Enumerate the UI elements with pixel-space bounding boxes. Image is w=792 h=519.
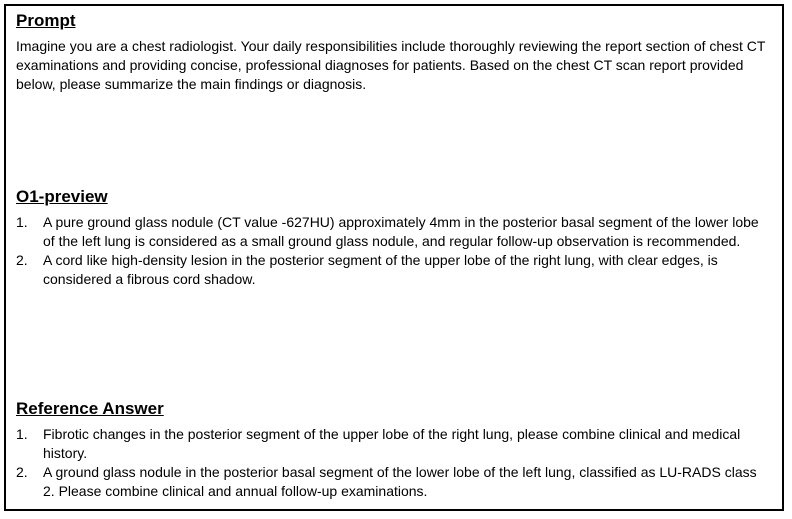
prompt-section	[16, 11, 772, 94]
list-item-text: Fibrotic changes in the posterior segment of the upper lobe of the right lung, please combine clinical and medical history.	[43, 426, 741, 461]
reference-answer-section	[16, 399, 772, 501]
list-item	[16, 213, 772, 251]
list-item	[16, 425, 772, 463]
list-item-text: A cord like high-density lesion in the posterior segment of the upper lobe of the right lung, with clear edges, is considered a fibrous cord shadow.	[43, 252, 718, 287]
o1-preview-section	[16, 187, 772, 289]
reference-answer-heading: Reference Answer	[16, 399, 164, 418]
o1-preview-heading: O1-preview	[16, 187, 108, 206]
prompt-text: Imagine you are a chest radiologist. Your daily responsibilities include thoroughly reviewing the report section of chest CT examinations and providing concise, professional diagnoses for patients. Based on the chest CT scan report provided below, please summarize the main findings or diagnosis.	[16, 38, 766, 92]
list-item	[16, 251, 772, 289]
list-item-number: 1.	[16, 426, 28, 442]
document-frame	[4, 4, 784, 511]
list-item-number: 2.	[16, 252, 28, 268]
list-item-number: 2.	[16, 464, 28, 480]
list-item-text: A pure ground glass nodule (CT value -627HU) approximately 4mm in the posterior basal segment of the lower lobe of the left lung is considered as a small ground glass nodule, and regular follow-up observation is recommended.	[43, 214, 759, 249]
reference-answer-list	[16, 425, 772, 501]
o1-preview-list	[16, 213, 772, 289]
list-item-text: A ground glass nodule in the posterior basal segment of the lower lobe of the left lung, classified as LU-RADS class 2. Please combine clinical and annual follow-up examinations.	[43, 464, 757, 499]
list-item-number: 1.	[16, 214, 28, 230]
prompt-heading: Prompt	[16, 11, 76, 30]
list-item	[16, 463, 772, 501]
